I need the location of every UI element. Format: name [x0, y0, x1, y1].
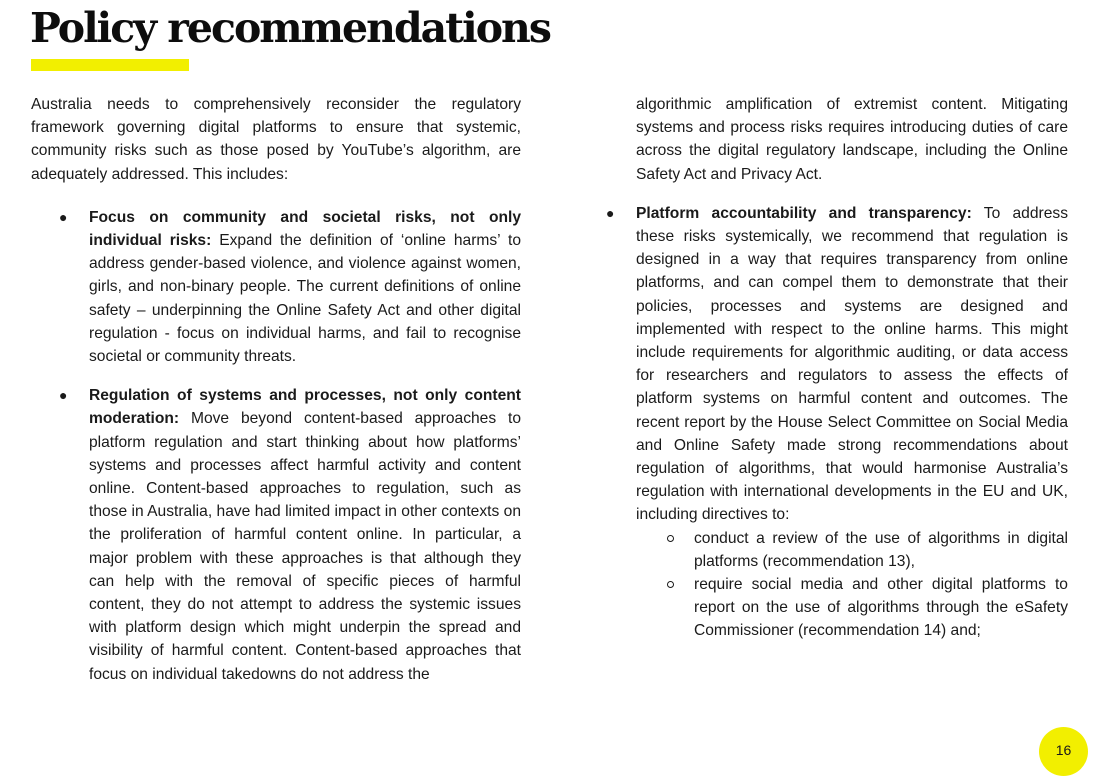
- page-title: Policy recommendations: [30, 4, 550, 52]
- hollow-circle-bullet-icon: [667, 535, 674, 542]
- sub-bullet-item: [636, 573, 1068, 643]
- bullet-community-risks: [31, 206, 521, 368]
- sub-bullet-text: require social media and other digital platforms to report on the use of algorithms through the eSafety Commissioner (recommendation 14) and;: [694, 576, 1068, 640]
- right-bullet-list: [606, 202, 1068, 643]
- hollow-circle-bullet-icon: [667, 581, 674, 588]
- continuation-paragraph: algorithmic amplification of extremist content. Mitigating systems and process risks requires introducing duties of care across the digital regulatory landscape, including the Online Safety Act and Privacy Act.: [636, 96, 1068, 183]
- page-number-badge: [1039, 727, 1088, 776]
- sub-bullet-text: conduct a review of the use of algorithms in digital platforms (recommendation 13),: [694, 529, 1068, 570]
- bullet-dot-icon: ●: [606, 204, 615, 221]
- bullet-platform-accountability: [606, 202, 1068, 643]
- intro-paragraph: Australia needs to comprehensively reconsider the regulatory framework governing digital platforms to ensure that systemic, community risks such as those posed by YouTube’s algorithm, are adequately addressed. This includes:: [31, 96, 521, 183]
- sub-bullet-list: [636, 527, 1068, 643]
- bullet-heading: Focus on community and societal risks, not only individual risks:: [89, 208, 521, 250]
- bullet-heading: Regulation of systems and processes, not only content moderation:: [89, 387, 521, 428]
- right-column: [606, 93, 1068, 643]
- left-bullet-list: [31, 206, 521, 686]
- bullet-heading: Platform accountability and transparency:: [636, 204, 972, 222]
- bullet-dot-icon: ●: [59, 208, 68, 225]
- title-underline-bar: [31, 59, 189, 71]
- bullet-text: Move beyond content-based approaches to platform regulation and start thinking about how platforms’ systems and processes affect harmful activity and content online. Content-based approaches to regulation, such as those in Australia, have had limited impact in other contexts on the proliferation of harmful content online. In particular, a major problem with these approaches is that although they can help with the removal of specific pieces of harmful content, they do not attempt to address the systemic issues with platform design which might underpin the spread and visibility of harmful content. Content-based approaches that focus on individual takedowns do not address the: [89, 410, 521, 683]
- bullet-text: To address these risks systemically, we recommend that regulation is designed in a way that requires transparency from online platforms, and can compel them to demonstrate that their policies, processes and systems are designed and implemented with respect to the online harms. This might include requirements for algorithmic auditing, or data access for researchers and regulators to assess the effects of platform systems on harmful content and outcomes. The recent report by the House Select Committee on Social Media and Online Safety made strong recommendations about regulation of algorithms, that would harmonise Australia’s regulation with international developments in the EU and UK, including directives to:: [636, 204, 1068, 524]
- sub-bullet-item: [636, 527, 1068, 573]
- bullet-dot-icon: ●: [59, 387, 68, 404]
- left-column: [31, 93, 521, 686]
- bullet-text: Expand the definition of ‘online harms’ to address gender-based violence, and violence against women, girls, and non-binary people. The current definitions of online safety – underpinning the Online Safety Act and other digital regulation - focus on individual harms, and fail to recognise societal or community threats.: [89, 232, 521, 366]
- bullet-systems-regulation: [31, 384, 521, 686]
- page-number: 16: [1055, 741, 1072, 758]
